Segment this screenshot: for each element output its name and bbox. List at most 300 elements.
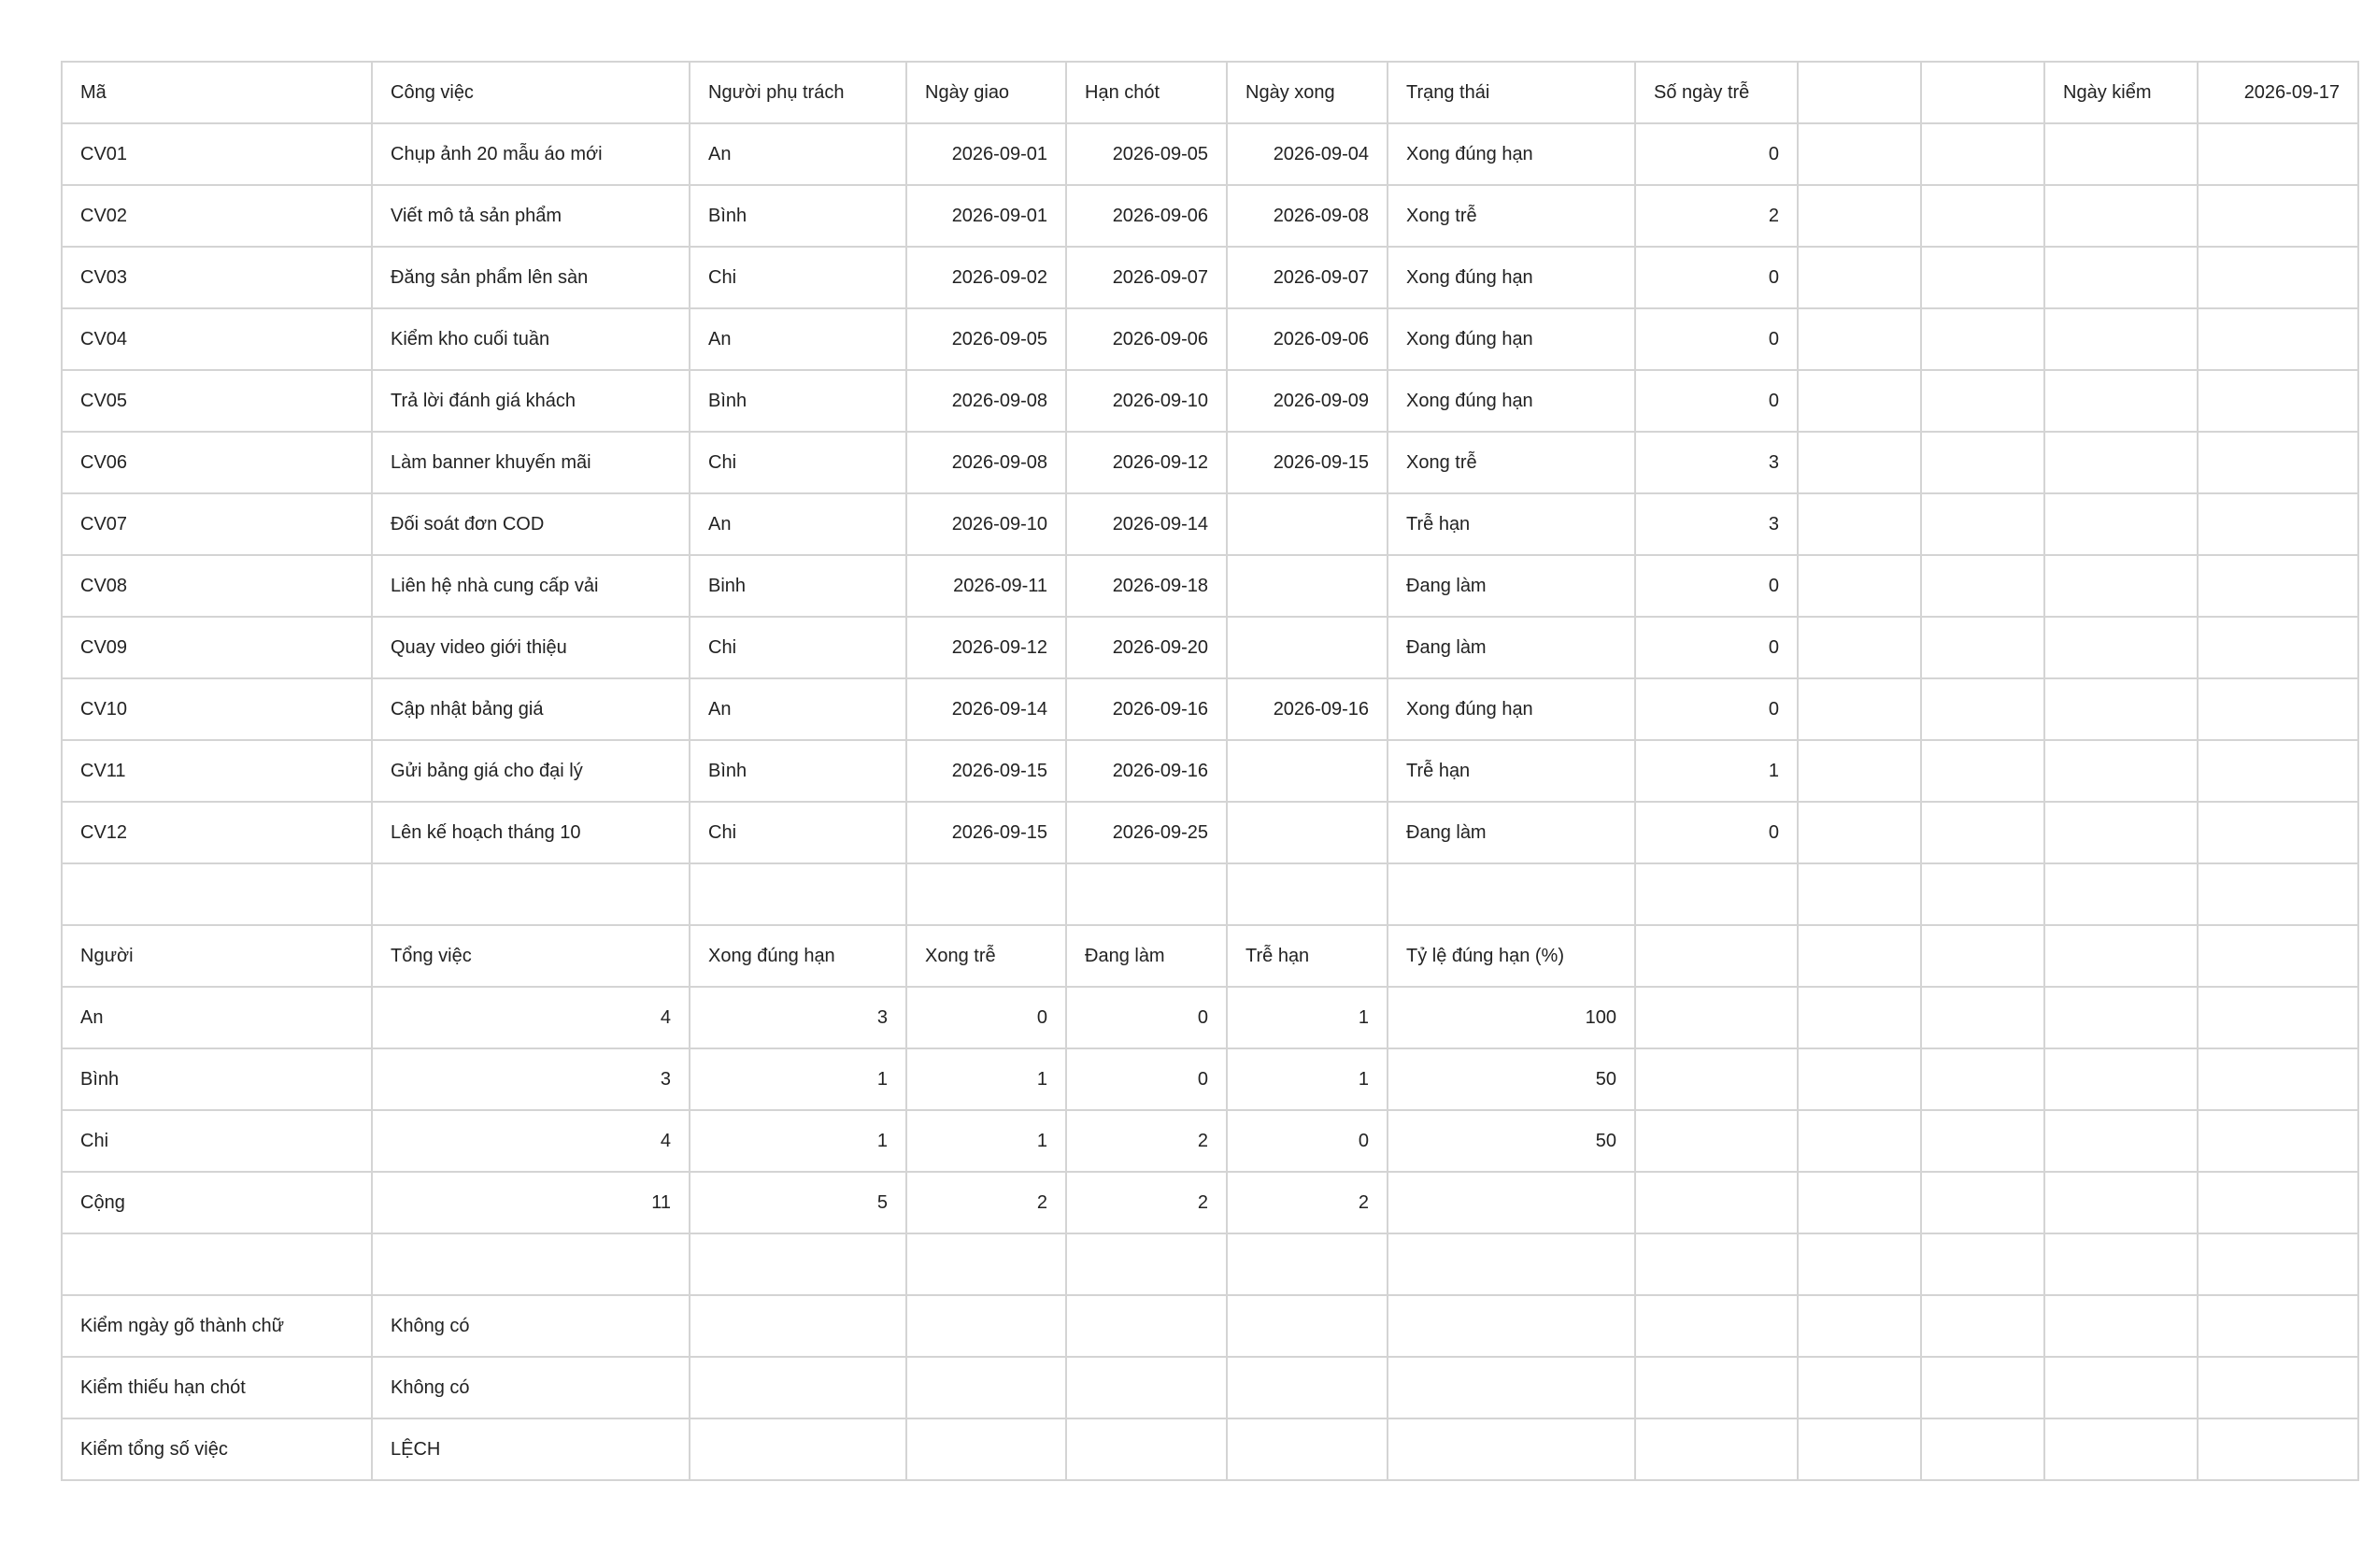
- check-row: [62, 1418, 2358, 1480]
- cell[interactable]: [1388, 1295, 1635, 1357]
- cell[interactable]: LỆCH: [372, 1418, 690, 1480]
- cell[interactable]: Ngày kiểm: [2044, 62, 2198, 123]
- table-row: [62, 740, 2358, 802]
- summary-row: [62, 1048, 2358, 1110]
- cell[interactable]: [62, 1233, 372, 1295]
- cell[interactable]: 0: [1227, 1110, 1388, 1172]
- cell[interactable]: [2044, 555, 2198, 617]
- cell[interactable]: 2026-09-05: [1066, 123, 1227, 185]
- cell[interactable]: [1066, 1295, 1227, 1357]
- cell[interactable]: [2044, 247, 2198, 308]
- cell[interactable]: Đang làm: [1388, 617, 1635, 678]
- cell[interactable]: 50: [1388, 1048, 1635, 1110]
- cell[interactable]: 1: [690, 1110, 906, 1172]
- cell[interactable]: 1: [1635, 740, 1798, 802]
- cell[interactable]: [2198, 863, 2358, 925]
- cell[interactable]: [1635, 1357, 1798, 1418]
- cell[interactable]: [2198, 1233, 2358, 1295]
- cell[interactable]: 2026-09-12: [906, 617, 1066, 678]
- cell[interactable]: [1921, 617, 2044, 678]
- cell[interactable]: Chi: [690, 432, 906, 493]
- cell[interactable]: Công việc: [372, 62, 690, 123]
- table-row: [62, 678, 2358, 740]
- cell[interactable]: [1798, 1172, 1921, 1233]
- cell[interactable]: [1635, 1418, 1798, 1480]
- cell[interactable]: [1921, 493, 2044, 555]
- cell[interactable]: [2198, 1295, 2358, 1357]
- cell[interactable]: [2198, 1048, 2358, 1110]
- cell[interactable]: [2044, 493, 2198, 555]
- cell[interactable]: [1227, 555, 1388, 617]
- cell[interactable]: 1: [690, 1048, 906, 1110]
- cell[interactable]: [1066, 1418, 1227, 1480]
- cell[interactable]: CV09: [62, 617, 372, 678]
- cell[interactable]: Lên kế hoạch tháng 10: [372, 802, 690, 863]
- cell[interactable]: Mã: [62, 62, 372, 123]
- cell[interactable]: Làm banner khuyến mãi: [372, 432, 690, 493]
- cell[interactable]: 5: [690, 1172, 906, 1233]
- cell[interactable]: 2026-09-06: [1227, 308, 1388, 370]
- cell[interactable]: [2198, 617, 2358, 678]
- cell[interactable]: [690, 863, 906, 925]
- cell[interactable]: Không có: [372, 1295, 690, 1357]
- cell[interactable]: [1227, 863, 1388, 925]
- cell[interactable]: [2044, 123, 2198, 185]
- cell[interactable]: 2026-09-02: [906, 247, 1066, 308]
- cell[interactable]: Xong trễ: [1388, 432, 1635, 493]
- cell[interactable]: Bình: [690, 370, 906, 432]
- table-row: [62, 185, 2358, 247]
- cell[interactable]: Trả lời đánh giá khách: [372, 370, 690, 432]
- cell[interactable]: [1635, 1048, 1798, 1110]
- cell[interactable]: Chi: [690, 802, 906, 863]
- cell[interactable]: [1388, 1172, 1635, 1233]
- cell[interactable]: An: [62, 987, 372, 1048]
- table-row: [62, 555, 2358, 617]
- cell[interactable]: 4: [372, 1110, 690, 1172]
- cell[interactable]: Trễ hạn: [1388, 493, 1635, 555]
- check-row: [62, 1357, 2358, 1418]
- cell[interactable]: Đang làm: [1388, 802, 1635, 863]
- cell[interactable]: [2198, 555, 2358, 617]
- cell[interactable]: [2044, 1233, 2198, 1295]
- cell[interactable]: Bình: [690, 185, 906, 247]
- cell[interactable]: [1227, 1418, 1388, 1480]
- cell[interactable]: CV03: [62, 247, 372, 308]
- cell[interactable]: [2198, 1172, 2358, 1233]
- cell[interactable]: [2198, 1110, 2358, 1172]
- cell[interactable]: Tổng việc: [372, 925, 690, 987]
- cell[interactable]: [1921, 678, 2044, 740]
- cell[interactable]: 1: [906, 1110, 1066, 1172]
- cell[interactable]: CV05: [62, 370, 372, 432]
- cell[interactable]: [372, 1233, 690, 1295]
- cell[interactable]: 2: [1066, 1172, 1227, 1233]
- cell[interactable]: Xong đúng hạn: [1388, 308, 1635, 370]
- cell[interactable]: 2026-09-07: [1066, 247, 1227, 308]
- cell[interactable]: 2026-09-04: [1227, 123, 1388, 185]
- cell[interactable]: [2198, 493, 2358, 555]
- cell[interactable]: Đang làm: [1388, 555, 1635, 617]
- cell[interactable]: [2198, 185, 2358, 247]
- cell[interactable]: 0: [1066, 1048, 1227, 1110]
- table-row: [62, 617, 2358, 678]
- cell[interactable]: Xong trễ: [906, 925, 1066, 987]
- cell[interactable]: [1798, 802, 1921, 863]
- cell[interactable]: [2044, 863, 2198, 925]
- cell[interactable]: Xong trễ: [1388, 185, 1635, 247]
- cell[interactable]: 2026-09-17: [2198, 62, 2358, 123]
- cell[interactable]: [1921, 247, 2044, 308]
- cell[interactable]: [1798, 123, 1921, 185]
- cell[interactable]: Hạn chót: [1066, 62, 1227, 123]
- cell[interactable]: Bình: [690, 740, 906, 802]
- cell[interactable]: 2026-09-10: [1066, 370, 1227, 432]
- cell[interactable]: [1798, 185, 1921, 247]
- cell[interactable]: Viết mô tả sản phẩm: [372, 185, 690, 247]
- cell[interactable]: [1921, 987, 2044, 1048]
- cell[interactable]: An: [690, 493, 906, 555]
- cell[interactable]: [2198, 740, 2358, 802]
- cell[interactable]: [1635, 1295, 1798, 1357]
- cell[interactable]: [1921, 1357, 2044, 1418]
- cell[interactable]: 0: [1635, 123, 1798, 185]
- cell[interactable]: [1798, 308, 1921, 370]
- cell[interactable]: [2198, 247, 2358, 308]
- cell[interactable]: [1635, 925, 1798, 987]
- cell[interactable]: [1798, 617, 1921, 678]
- cell[interactable]: [1921, 308, 2044, 370]
- cell[interactable]: [1227, 740, 1388, 802]
- cell[interactable]: 0: [1635, 308, 1798, 370]
- cell[interactable]: [1635, 863, 1798, 925]
- cell[interactable]: [1227, 1357, 1388, 1418]
- cell[interactable]: [906, 1295, 1066, 1357]
- cell[interactable]: 2026-09-15: [1227, 432, 1388, 493]
- cell[interactable]: Trạng thái: [1388, 62, 1635, 123]
- cell[interactable]: 1: [1227, 987, 1388, 1048]
- cell[interactable]: [1921, 863, 2044, 925]
- cell[interactable]: [1066, 863, 1227, 925]
- cell[interactable]: Xong đúng hạn: [690, 925, 906, 987]
- cell[interactable]: [2198, 987, 2358, 1048]
- cell[interactable]: 2026-09-10: [906, 493, 1066, 555]
- cell[interactable]: [1921, 185, 2044, 247]
- cell[interactable]: An: [690, 678, 906, 740]
- cell[interactable]: [1921, 802, 2044, 863]
- check-row: [62, 1295, 2358, 1357]
- cell[interactable]: [1798, 1110, 1921, 1172]
- cell[interactable]: [1921, 370, 2044, 432]
- cell[interactable]: [1921, 432, 2044, 493]
- table-row: [62, 123, 2358, 185]
- cell[interactable]: [1798, 863, 1921, 925]
- cell[interactable]: [2044, 308, 2198, 370]
- cell[interactable]: Gửi bảng giá cho đại lý: [372, 740, 690, 802]
- cell[interactable]: [1798, 493, 1921, 555]
- cell[interactable]: [1227, 802, 1388, 863]
- cell[interactable]: 0: [1635, 370, 1798, 432]
- cell[interactable]: 2: [906, 1172, 1066, 1233]
- empty-row: [62, 1233, 2358, 1295]
- cell[interactable]: Xong đúng hạn: [1388, 247, 1635, 308]
- cell[interactable]: Chi: [62, 1110, 372, 1172]
- cell[interactable]: [1921, 1172, 2044, 1233]
- cell[interactable]: [690, 1418, 906, 1480]
- cell[interactable]: 0: [1635, 678, 1798, 740]
- cell[interactable]: 1: [1227, 1048, 1388, 1110]
- cell[interactable]: 0: [906, 987, 1066, 1048]
- cell[interactable]: [1921, 555, 2044, 617]
- cell[interactable]: [1921, 62, 2044, 123]
- cell[interactable]: 0: [1635, 617, 1798, 678]
- cell[interactable]: [1921, 1295, 2044, 1357]
- cell[interactable]: [1388, 1418, 1635, 1480]
- cell[interactable]: 2026-09-14: [1066, 493, 1227, 555]
- cell[interactable]: Xong đúng hạn: [1388, 123, 1635, 185]
- cell[interactable]: 2026-09-15: [906, 740, 1066, 802]
- cell[interactable]: 11: [372, 1172, 690, 1233]
- cell[interactable]: 2026-09-18: [1066, 555, 1227, 617]
- cell[interactable]: 2026-09-16: [1066, 678, 1227, 740]
- cell[interactable]: [1798, 740, 1921, 802]
- cell[interactable]: 2026-09-15: [906, 802, 1066, 863]
- cell[interactable]: CV01: [62, 123, 372, 185]
- cell[interactable]: Cập nhật bảng giá: [372, 678, 690, 740]
- cell[interactable]: [1798, 1233, 1921, 1295]
- cell[interactable]: 0: [1635, 802, 1798, 863]
- cell[interactable]: Người: [62, 925, 372, 987]
- cell[interactable]: Xong đúng hạn: [1388, 678, 1635, 740]
- cell[interactable]: [1921, 1233, 2044, 1295]
- cell[interactable]: [1798, 1048, 1921, 1110]
- cell[interactable]: [2198, 123, 2358, 185]
- cell[interactable]: [1921, 123, 2044, 185]
- cell[interactable]: [1921, 1418, 2044, 1480]
- cell[interactable]: 2026-09-06: [1066, 185, 1227, 247]
- summary-row: [62, 987, 2358, 1048]
- cell[interactable]: [1388, 1233, 1635, 1295]
- table-row: [62, 802, 2358, 863]
- cell[interactable]: 2026-09-01: [906, 185, 1066, 247]
- cell[interactable]: [2198, 1418, 2358, 1480]
- cell[interactable]: [2044, 1357, 2198, 1418]
- cell[interactable]: [1066, 1357, 1227, 1418]
- cell[interactable]: Liên hệ nhà cung cấp vải: [372, 555, 690, 617]
- cell[interactable]: 2: [1635, 185, 1798, 247]
- cell[interactable]: 2026-09-08: [906, 432, 1066, 493]
- cell[interactable]: Kiểm thiếu hạn chót: [62, 1357, 372, 1418]
- cell[interactable]: Bình: [62, 1048, 372, 1110]
- cell[interactable]: Kiểm kho cuối tuần: [372, 308, 690, 370]
- cell[interactable]: Binh: [690, 555, 906, 617]
- cell[interactable]: [1227, 1295, 1388, 1357]
- cell[interactable]: 2026-09-08: [1227, 185, 1388, 247]
- cell[interactable]: [2044, 1418, 2198, 1480]
- cell[interactable]: CV04: [62, 308, 372, 370]
- cell[interactable]: CV07: [62, 493, 372, 555]
- cell[interactable]: Chụp ảnh 20 mẫu áo mới: [372, 123, 690, 185]
- cell[interactable]: Ngày xong: [1227, 62, 1388, 123]
- cell[interactable]: 3: [690, 987, 906, 1048]
- cell[interactable]: Đăng sản phẩm lên sàn: [372, 247, 690, 308]
- empty-row: [62, 863, 2358, 925]
- summary-header-row: [62, 925, 2358, 987]
- cell[interactable]: [1635, 987, 1798, 1048]
- cell[interactable]: [1635, 1172, 1798, 1233]
- cell[interactable]: [1798, 1418, 1921, 1480]
- cell[interactable]: Trễ hạn: [1388, 740, 1635, 802]
- cell[interactable]: CV11: [62, 740, 372, 802]
- cell[interactable]: [1798, 1357, 1921, 1418]
- cell[interactable]: [1921, 925, 2044, 987]
- cell[interactable]: [906, 1357, 1066, 1418]
- cell[interactable]: [690, 1233, 906, 1295]
- cell[interactable]: [1227, 1233, 1388, 1295]
- cell[interactable]: 2026-09-11: [906, 555, 1066, 617]
- table-row: [62, 432, 2358, 493]
- summary-row: [62, 1172, 2358, 1233]
- cell[interactable]: [1798, 555, 1921, 617]
- cell[interactable]: [2044, 1172, 2198, 1233]
- cell[interactable]: [2044, 925, 2198, 987]
- cell[interactable]: 3: [1635, 493, 1798, 555]
- cell[interactable]: [690, 1357, 906, 1418]
- cell[interactable]: CV08: [62, 555, 372, 617]
- table-header-row: [62, 62, 2358, 123]
- summary-row: [62, 1110, 2358, 1172]
- cell[interactable]: Ngày giao: [906, 62, 1066, 123]
- cell[interactable]: Chi: [690, 247, 906, 308]
- cell[interactable]: [2044, 740, 2198, 802]
- cell[interactable]: [2044, 987, 2198, 1048]
- cell[interactable]: [2044, 370, 2198, 432]
- table-row: [62, 370, 2358, 432]
- cell[interactable]: Cộng: [62, 1172, 372, 1233]
- cell[interactable]: [1921, 740, 2044, 802]
- cell[interactable]: 0: [1066, 987, 1227, 1048]
- cell[interactable]: 2026-09-08: [906, 370, 1066, 432]
- cell[interactable]: [1635, 1110, 1798, 1172]
- cell[interactable]: [1227, 617, 1388, 678]
- cell[interactable]: [906, 1233, 1066, 1295]
- cell[interactable]: An: [690, 308, 906, 370]
- cell[interactable]: Không có: [372, 1357, 690, 1418]
- cell[interactable]: Quay video giới thiệu: [372, 617, 690, 678]
- cell[interactable]: 2: [1066, 1110, 1227, 1172]
- cell[interactable]: CV10: [62, 678, 372, 740]
- cell[interactable]: [1798, 678, 1921, 740]
- cell[interactable]: [2198, 925, 2358, 987]
- cell[interactable]: 2026-09-05: [906, 308, 1066, 370]
- cell[interactable]: [1388, 863, 1635, 925]
- cell[interactable]: [2198, 432, 2358, 493]
- cell[interactable]: [2198, 370, 2358, 432]
- cell[interactable]: 0: [1635, 247, 1798, 308]
- cell[interactable]: 2026-09-01: [906, 123, 1066, 185]
- cell[interactable]: [1798, 432, 1921, 493]
- cell[interactable]: [1635, 1233, 1798, 1295]
- cell[interactable]: [2198, 802, 2358, 863]
- cell[interactable]: 50: [1388, 1110, 1635, 1172]
- cell[interactable]: [1921, 1110, 2044, 1172]
- cell[interactable]: 2026-09-16: [1066, 740, 1227, 802]
- cell[interactable]: [2044, 678, 2198, 740]
- cell[interactable]: Kiểm tổng số việc: [62, 1418, 372, 1480]
- cell[interactable]: 1: [906, 1048, 1066, 1110]
- cell[interactable]: 2026-09-16: [1227, 678, 1388, 740]
- cell[interactable]: [1798, 62, 1921, 123]
- cell[interactable]: [1227, 493, 1388, 555]
- cell[interactable]: [906, 1418, 1066, 1480]
- cell[interactable]: Xong đúng hạn: [1388, 370, 1635, 432]
- cell[interactable]: [2198, 308, 2358, 370]
- cell[interactable]: [1066, 1233, 1227, 1295]
- cell[interactable]: [1921, 1048, 2044, 1110]
- table-row: [62, 493, 2358, 555]
- cell[interactable]: Đang làm: [1066, 925, 1227, 987]
- cell[interactable]: Kiểm ngày gõ thành chữ: [62, 1295, 372, 1357]
- cell[interactable]: [2044, 802, 2198, 863]
- table-row: [62, 247, 2358, 308]
- spreadsheet-grid: [61, 61, 2359, 1481]
- cell[interactable]: Số ngày trễ: [1635, 62, 1798, 123]
- cell[interactable]: 2026-09-12: [1066, 432, 1227, 493]
- cell[interactable]: [62, 863, 372, 925]
- cell[interactable]: [1798, 925, 1921, 987]
- cell[interactable]: 2026-09-20: [1066, 617, 1227, 678]
- cell[interactable]: [1798, 1295, 1921, 1357]
- cell[interactable]: 3: [372, 1048, 690, 1110]
- cell[interactable]: 100: [1388, 987, 1635, 1048]
- cell[interactable]: [2044, 1110, 2198, 1172]
- cell[interactable]: [2198, 678, 2358, 740]
- cell[interactable]: 2026-09-07: [1227, 247, 1388, 308]
- cell[interactable]: [2044, 432, 2198, 493]
- cell[interactable]: Người phụ trách: [690, 62, 906, 123]
- cell[interactable]: [1798, 370, 1921, 432]
- cell[interactable]: 2: [1227, 1172, 1388, 1233]
- cell[interactable]: 2026-09-09: [1227, 370, 1388, 432]
- cell[interactable]: An: [690, 123, 906, 185]
- cell[interactable]: 4: [372, 987, 690, 1048]
- cell[interactable]: 2026-09-14: [906, 678, 1066, 740]
- cell[interactable]: 2026-09-25: [1066, 802, 1227, 863]
- cell[interactable]: Đối soát đơn COD: [372, 493, 690, 555]
- cell[interactable]: CV06: [62, 432, 372, 493]
- cell[interactable]: 0: [1635, 555, 1798, 617]
- cell[interactable]: [2044, 1048, 2198, 1110]
- cell[interactable]: Chi: [690, 617, 906, 678]
- table-row: [62, 308, 2358, 370]
- cell[interactable]: Trễ hạn: [1227, 925, 1388, 987]
- cell[interactable]: [906, 863, 1066, 925]
- cell[interactable]: 3: [1635, 432, 1798, 493]
- cell[interactable]: [690, 1295, 906, 1357]
- cell[interactable]: CV12: [62, 802, 372, 863]
- cell[interactable]: CV02: [62, 185, 372, 247]
- cell[interactable]: [2044, 1295, 2198, 1357]
- cell[interactable]: [2044, 617, 2198, 678]
- cell[interactable]: [1388, 1357, 1635, 1418]
- cell[interactable]: [1798, 247, 1921, 308]
- cell[interactable]: 2026-09-06: [1066, 308, 1227, 370]
- cell[interactable]: [1798, 987, 1921, 1048]
- cell[interactable]: [372, 863, 690, 925]
- cell[interactable]: [2044, 185, 2198, 247]
- cell[interactable]: Tỷ lệ đúng hạn (%): [1388, 925, 1635, 987]
- cell[interactable]: [2198, 1357, 2358, 1418]
